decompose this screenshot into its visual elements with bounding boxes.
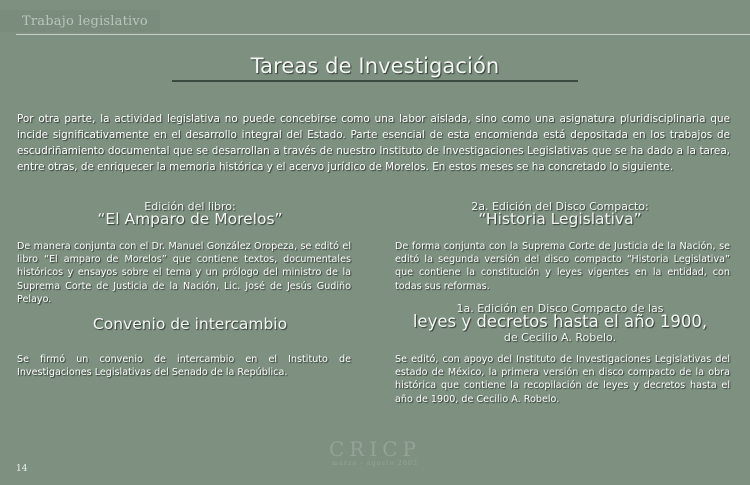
section-label: Trabajo legislativo	[22, 14, 148, 29]
convenio-body: Se firmó un convenio de intercambio en el Instituto de Investigaciones Legislativas del Senado de la República.	[17, 354, 351, 379]
footer-logo: CRICP	[328, 437, 422, 461]
historia-label: 2a. Edición del Disco Compacto:	[471, 200, 649, 213]
historia-title: “Historia Legislativa”	[478, 210, 642, 228]
footer-subtitle: marzo - agosto 2002	[331, 459, 419, 467]
leyes-title: leyes y decretos hasta el año 1900,	[412, 312, 708, 331]
leyes-author: de Cecilio A. Robelo.	[503, 331, 617, 344]
historia-body: De forma conjunta con la Suprema Corte de Justicia de la Nación, se editó la segunda versión del disco compacto “Historia Legislativa” que contiene la constitución y leyes vigentes en la entidad, con todas sus reformas.	[395, 241, 730, 292]
intro-paragraph: Por otra parte, la actividad legislativa no puede concebirse como una labor aislada, sino como una asignatura pluridisciplinaria que incide significativamente en el desarrollo integral del Estado. Parte esencial de esta encomienda está depositada en los trabajos de escudriñamiento documental que se desarrollan a través de nuestro Instituto de Investigaciones Legislativas que se ha dado a la tarea, entre otras, de enriquecer la memoria histórica y el acervo jurídico de Morelos. En estos meses se ha concretado lo siguiente.	[17, 113, 730, 173]
header-divider	[16, 34, 750, 35]
leyes-label: 1a. Edición en Disco Compacto de las	[456, 302, 664, 315]
title-underline	[172, 80, 578, 82]
amparo-title: “El Amparo de Morelos”	[97, 210, 283, 228]
leyes-body: Se editó, con apoyo del Instituto de Investigaciones Legislativas del estado de México, la primera versión en disco compacto de la obra histórica que contiene la recopilación de leyes y decretos hasta el año de 1900, de Cecilio A. Robelo.	[395, 354, 730, 405]
convenio-title: Convenio de intercambio	[92, 315, 288, 333]
amparo-label: Edición del libro:	[144, 200, 236, 213]
amparo-body: De manera conjunta con el Dr. Manuel González Oropeza, se editó el libro “El amparo de Morelos” que contiene textos, documentales históricos y ensayos sobre el tema y un prólogo del ministro de la Suprema Corte de Justicia de la Nación, Lic. José de Jesús Gudiño Pelayo.	[17, 241, 351, 305]
page-number: 14	[16, 464, 28, 474]
page-title: Tareas de Investigación	[250, 54, 500, 78]
